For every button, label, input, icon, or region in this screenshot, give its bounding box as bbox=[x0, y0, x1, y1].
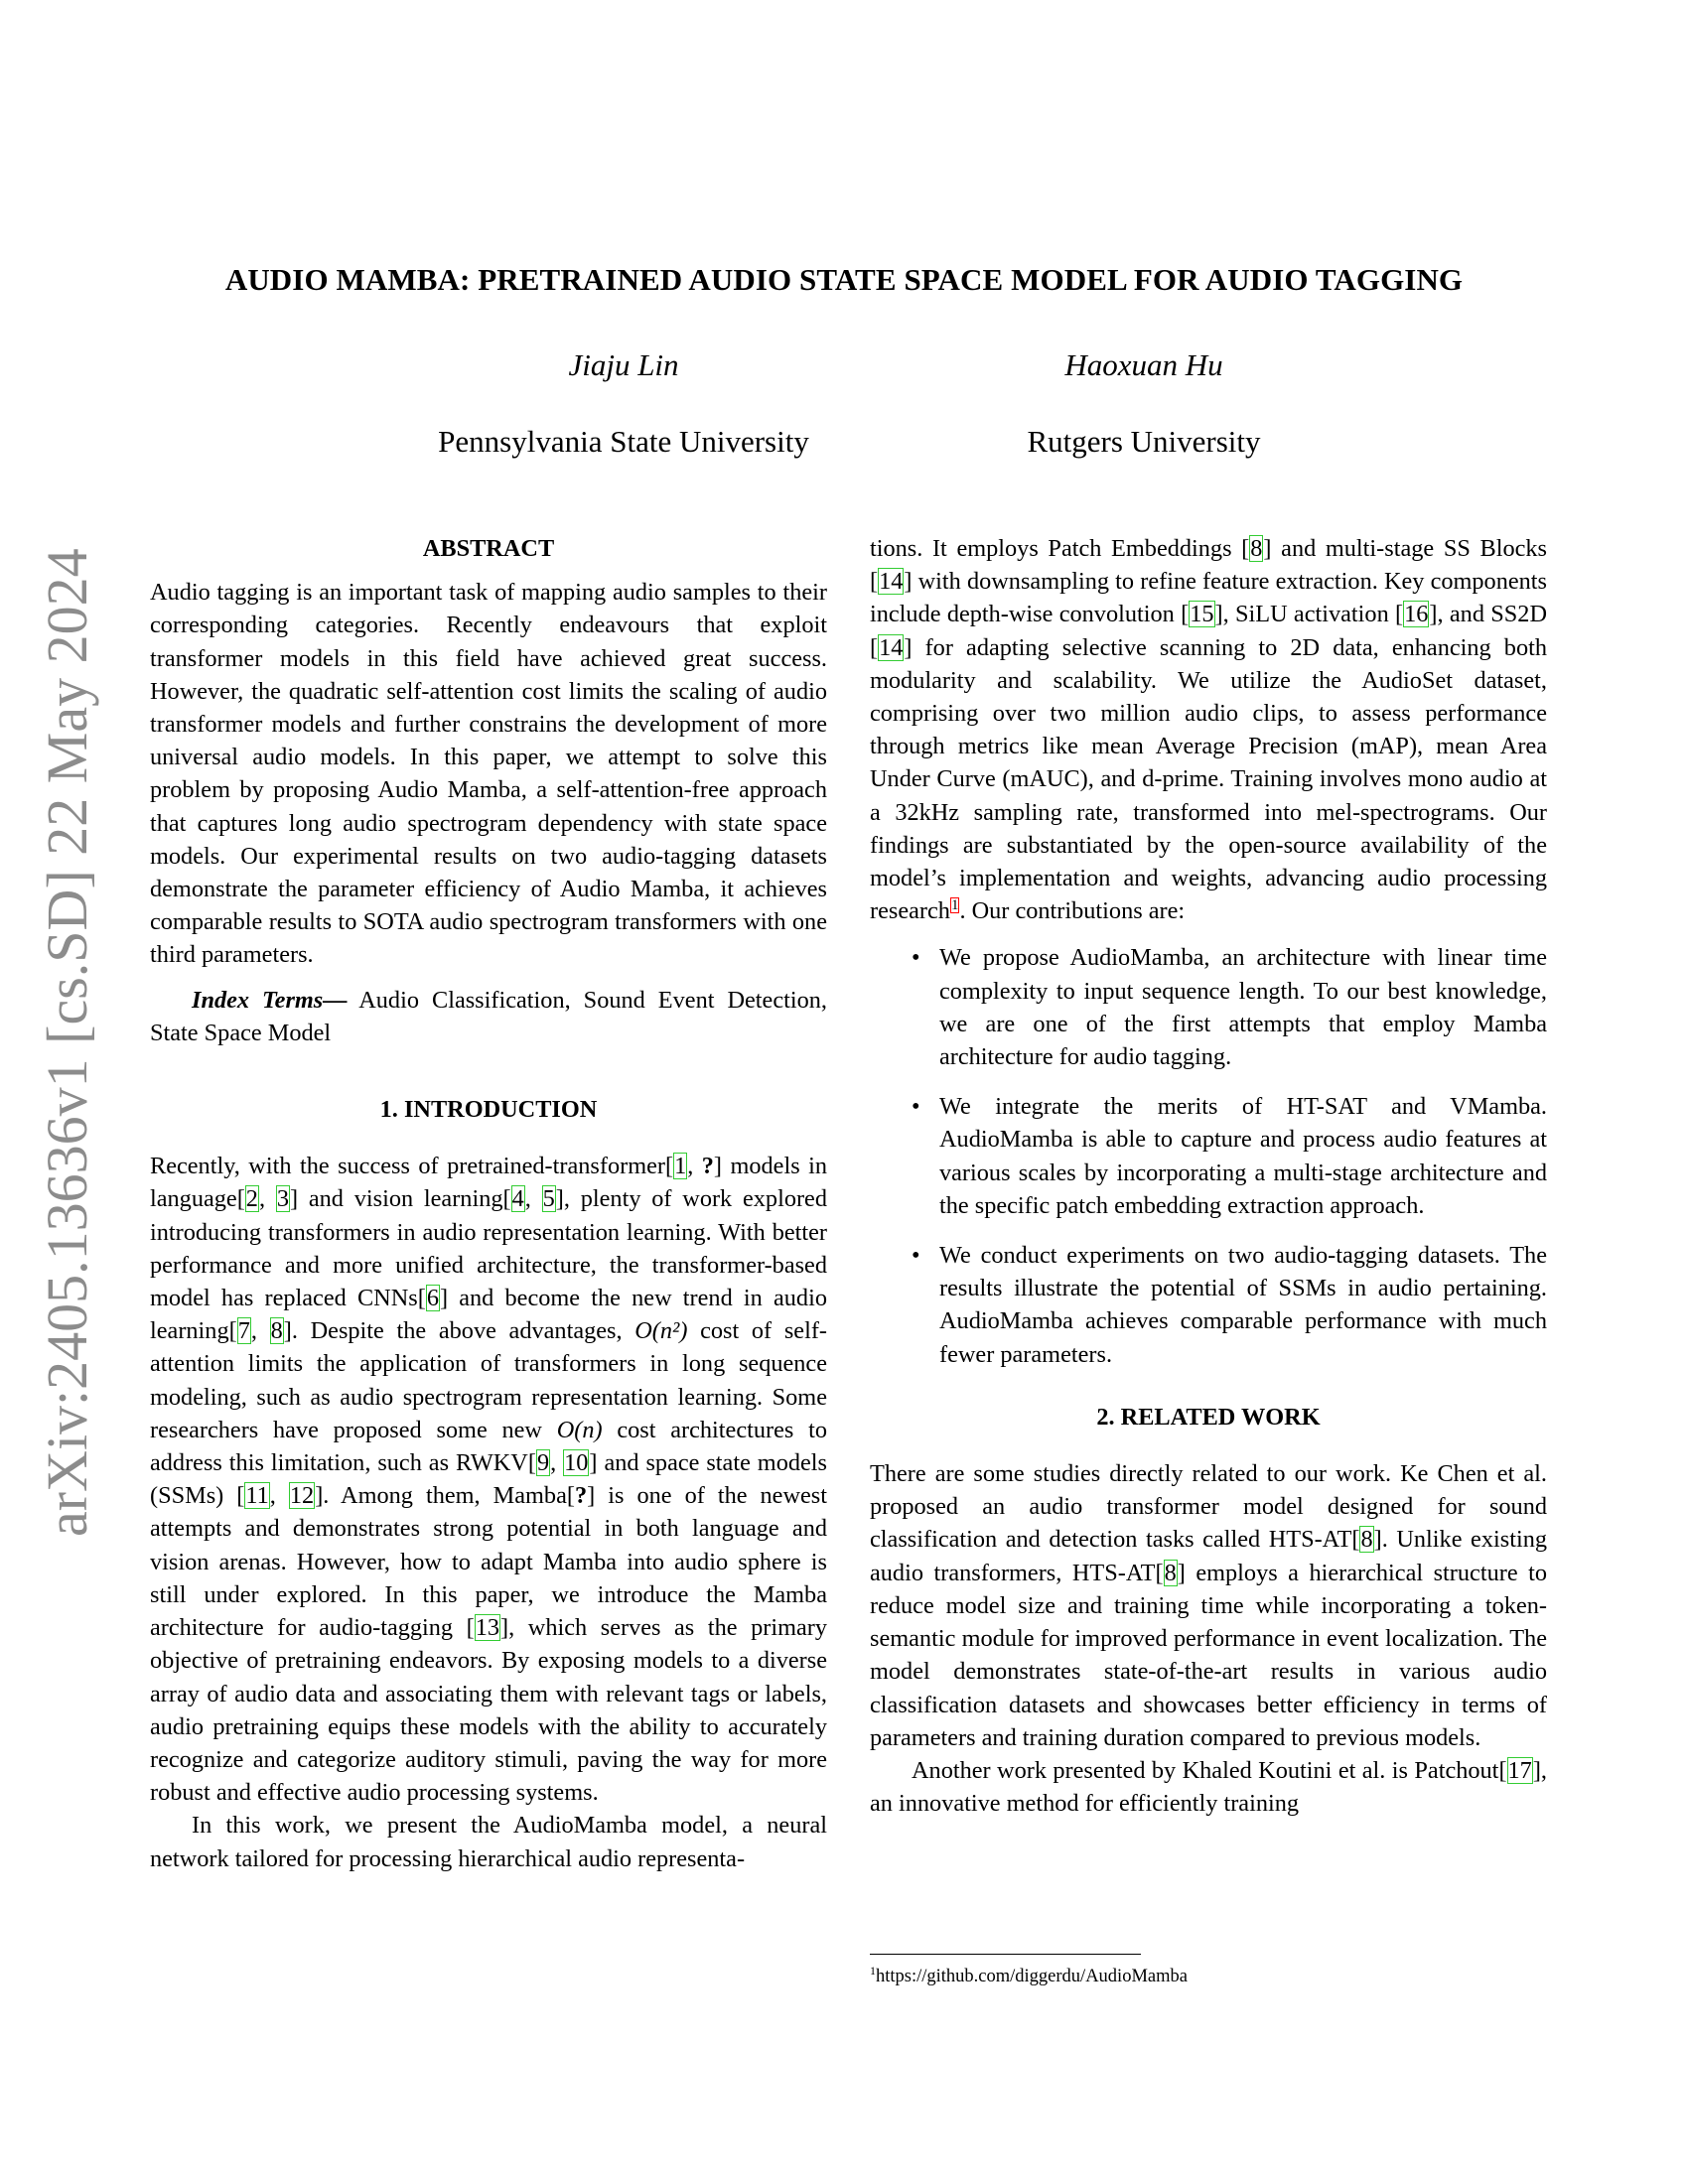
bullet-icon: • bbox=[912, 1093, 920, 1121]
footnote-mark: 1 bbox=[870, 1964, 876, 1978]
citation-link[interactable]: [13] bbox=[466, 1614, 509, 1642]
math-expression: O(n) bbox=[556, 1416, 603, 1443]
abstract-heading: ABSTRACT bbox=[422, 535, 555, 562]
related-work-paragraph: Another work presented by Khaled Koutini et al. is Patchout[17], an innovative method for efficiently training bbox=[870, 1756, 1547, 1818]
abstract-text: Audio tagging is an important task of mapping audio samples to their corresponding categories. Recently endeavours that exploit transformer models in this field have achieved great success. However, the quadratic self-attention cost limits the scaling of audio transformer models and further constrains the development of more universal audio models. In this paper, we attempt to solve this problem by proposing Audio Mamba, a self-attention-free approach that captures long audio spectrogram dependency with state space models. Our experimental results on two audio-tagging datasets demonstrate the parameter efficiency of Audio Mamba, it achieves comparable results to SOTA audio spectrogram transformers with one third parameters. bbox=[150, 579, 827, 969]
citation-link[interactable]: [8] bbox=[1155, 1559, 1186, 1586]
list-item: • We propose AudioMamba, an architecture with linear time complexity to input sequence length. To our best knowledge, we are one of the first attempts that employ Mamba architecture for audio tagging. bbox=[870, 941, 1547, 1073]
index-terms bbox=[150, 984, 827, 1049]
author-block bbox=[375, 347, 872, 460]
introduction-paragraph: Recently, with the success of pretrained-transformer[1, ?] models in language[2, 3] and vision learning[4, 5], plenty of work explored introducing transformers in audio representation learning. With better performance and more unified architecture, the transformer-based model has replaced CNNs[6] and become the new trend in audio learning[7, 8]. Despite the above advantages, O(n²) cost of self-attention limits the application of transformers in long sequence modeling, such as audio spectrogram representation learning. Some researchers have proposed some new O(n) cost architectures to address this limitation, such as RWKV[9, 10] and space state models (SSMs) [11, 12]. Among them, Mamba[?] is one of the newest attempts and demonstrates strong potential in both language and vision arenas. However, how to adapt Mamba into audio sphere is still under explored. In this paper, we introduce the Mamba architecture for audio-tagging [13], which serves as the primary objective of pretraining endeavors. By exposing models to a diverse array of audio data and associating them with relevant tags or labels, audio pretraining equips these models with the ability to accurately recognize and categorize auditory stimuli, paving the way for more robust and effective audio processing systems. bbox=[150, 1153, 828, 1807]
index-terms-text: Audio Classification, Sound Event Detection, State Space Model bbox=[150, 986, 827, 1046]
introduction-paragraph-continued: tions. It employs Patch Embeddings [8] and multi-stage SS Blocks [14] with downsampling to refine feature extraction. Key components include depth-wise convolution [15], SiLU activation [16], and SS2D [14] for adapting selective scanning to 2D data, enhancing both modularity and scalability. We utilize the AudioSet dataset, comprising over two million audio clips, to assess performance through metrics like mean Average Precision (mAP), mean Area Under Curve (mAUC), and d-prime. Training involves mono audio at a 32kHz sampling rate, transformed into mel-spectrograms. Our findings are substantiated by the open-source availability of the model’s implementation and weights, advancing audio processing research$^1$. Our contributions are: bbox=[870, 535, 1547, 925]
citation-link[interactable]: [4, 5] bbox=[502, 1185, 564, 1213]
right-column bbox=[870, 532, 1547, 1820]
footnote-url[interactable]: https://github.com/diggerdu/AudioMamba bbox=[876, 1967, 1188, 1987]
citation-link[interactable]: [2, 3] bbox=[236, 1185, 299, 1213]
footnote-link[interactable]: 1 bbox=[950, 897, 959, 914]
citation-link[interactable]: [1, ?] bbox=[664, 1153, 723, 1180]
author-affiliation: Rutgers University bbox=[1027, 424, 1261, 459]
citation-link[interactable]: [17] bbox=[1498, 1756, 1541, 1784]
citation-link[interactable]: [11, 12] bbox=[236, 1482, 324, 1510]
citation-link[interactable]: [8] bbox=[1351, 1526, 1382, 1554]
citation-link[interactable]: [6] bbox=[417, 1285, 449, 1312]
citation-link[interactable]: [7, 8] bbox=[228, 1317, 292, 1345]
citation-link[interactable]: [8] bbox=[1241, 535, 1272, 562]
bullet-icon: • bbox=[912, 944, 920, 972]
related-work-paragraph: There are some studies directly related to our work. Ke Chen et al. proposed an audio transformer model designed for sound classification and detection tasks called HTS-AT[8]. Unlike existing audio transformers, HTS-AT[8] employs a hierarchical structure to reduce model size and training time while incorporating a token-semantic module for improved performance in event localization. The model demonstrates state-of-the-art results in various audio classification datasets and showcases better efficiency in terms of parameters and training duration compared to previous models. bbox=[870, 1460, 1547, 1751]
author-name: Haoxuan Hu bbox=[1064, 347, 1223, 382]
citation-link[interactable]: [?] bbox=[566, 1482, 596, 1510]
paper-title: AUDIO MAMBA: PRETRAINED AUDIO STATE SPACE MODEL FOR AUDIO TAGGING bbox=[224, 262, 1464, 297]
author-name: Jiaju Lin bbox=[568, 347, 679, 382]
citation-link[interactable]: [9, 10] bbox=[527, 1449, 598, 1477]
list-item: • We integrate the merits of HT-SAT and VMamba. AudioMamba is able to capture and process audio features at various scales by incorporating a multi-stage architecture and the specific patch embedding extraction approach. bbox=[870, 1090, 1547, 1222]
index-terms-label: Index Terms— bbox=[192, 986, 348, 1014]
footnote bbox=[870, 1960, 1188, 1987]
citation-link[interactable]: [16] bbox=[1395, 601, 1438, 628]
author-block bbox=[896, 347, 1392, 460]
list-item: • We conduct experiments on two audio-tagging datasets. The results illustrate the potential of SSMs in audio pertaining. AudioMamba achieves comparable performance with much fewer parameters. bbox=[870, 1239, 1547, 1371]
citation-link[interactable]: [15] bbox=[1181, 601, 1223, 628]
related-work-heading: 2. RELATED WORK bbox=[1096, 1403, 1321, 1431]
arxiv-identifier-stamp: arXiv:2405.13636v1 [cs.SD] 22 May 2024 bbox=[35, 548, 99, 1537]
author-affiliation: Pennsylvania State University bbox=[438, 424, 809, 459]
left-column bbox=[150, 532, 827, 1875]
introduction-heading: 1. INTRODUCTION bbox=[379, 1096, 598, 1124]
math-expression: O(n²) bbox=[634, 1317, 688, 1345]
footnote-divider bbox=[870, 1954, 1141, 1955]
citation-link[interactable]: [14] bbox=[870, 633, 913, 661]
introduction-paragraph: In this work, we present the AudioMamba model, a neural network tailored for processing hierarchical audio representa- bbox=[150, 1812, 827, 1872]
bullet-icon: • bbox=[912, 1242, 920, 1270]
citation-link[interactable]: [14] bbox=[870, 568, 913, 596]
contributions-list bbox=[870, 941, 1547, 1370]
